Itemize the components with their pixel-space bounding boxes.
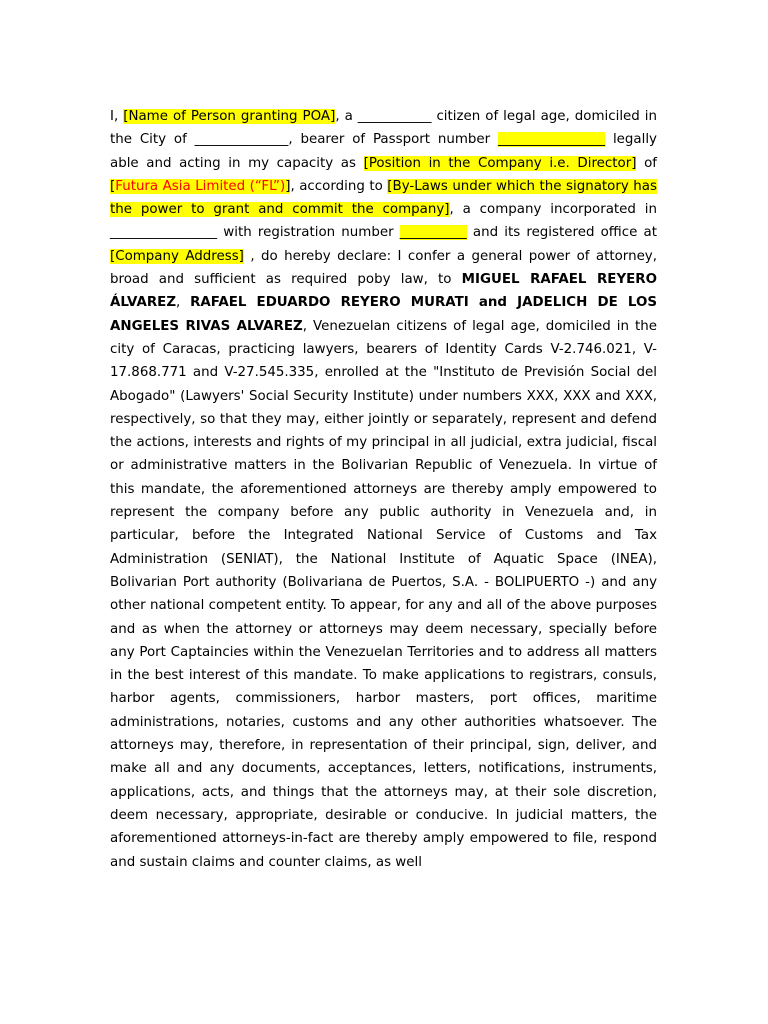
text-segment: , Venezuelan citizens of legal age, domiciled in the city of Caracas, practicing lawyers, bearers of Identity Cards V-2.746.021, V-17.868.771 and V-27.545.335, enrolled at the "Instituto de Previsión Social del Abogado" (Lawyers' Social Security Institute) under numbers XXX, XXX and XXX, respectively, so that they may, either jointly or separately, represent and defend the actions, interests and rights of my principal in all judicial, extra judicial, fiscal or administrative matters in the Bolivarian Republic of Venezuela. In virtue of this mandate, the aforementioned attorneys are thereby amply empowered to represent the company before any public authority in Venezuela and, in particular, before the Integrated National Service of Customs and Tax Administration (SENIAT), the National Institute of Aquatic Space (INEA), Bolivarian Port authority (Bolivariana de Puertos, S.A. - BOLIPUERTO -) and any other national competent entity. To appear, for any and all of the above purposes and as when the attorney or attorneys may deem necessary, specially before any Port Captaincies within the Venezuelan Territories and to address all matters in the best interest of this mandate. To make applications to registrars, consuls, harbor agents, commissioners, harbor masters, port offices, maritime administrations, notaries, customs and any other authorities whatsoever. The attorneys may, therefore, in representation of their principal, sign, deliver, and make all and any documents, acceptances, letters, notifications, instruments, applications, acts, and things that the attorneys may, at their sole discretion, deem necessary, appropriate, desirable or conducive. In judicial matters, the aforementioned attorneys-in-fact are thereby amply empowered to file, respond and sustain claims and counter claims, as well [110,318,657,870]
attorney-names-bold: RAFAEL EDUARDO REYERO MURATI and JADELICH DE LOS ANGELES RIVAS ALVAREZ [110,295,657,334]
text-segment: , a company incorporated in ________________ with registration number [110,202,657,241]
text-segment: I, [110,109,124,124]
placeholder-position: [Position in the Company i.e. Director] [363,155,637,171]
attorney-name-bold: MIGUEL RAFAEL REYERO ÁLVAREZ [110,272,657,311]
bracket-open: [ [110,178,116,194]
power-of-attorney-paragraph [110,105,657,874]
placeholder-passport-number: ________________ [497,132,606,148]
text-segment: , a ___________ citizen of legal age, domiciled in the City of ______________, bearer of Passport number [110,109,657,148]
text-segment: , [176,295,191,311]
text-segment: and its registered office at [466,225,657,241]
text-segment: , according to [290,178,388,194]
placeholder-by-laws: [By-Laws under which the signatory has the power to grant and commit the company] [110,178,657,218]
placeholder-company-address: [Company Address] [110,248,244,264]
text-segment: of [636,155,657,171]
placeholder-name-of-person: [Name of Person granting POA] [123,109,336,124]
text-segment: , do hereby declare: I confer a general power of attorney, broad and sufficient as required poby law, to [110,248,657,288]
placeholder-registration-number: __________ [399,225,467,241]
text-segment: legally able and acting in my capacity as [110,132,657,171]
company-name: Futura Asia Limited (“FL”) [115,178,286,194]
bracket-close: ] [285,178,291,194]
